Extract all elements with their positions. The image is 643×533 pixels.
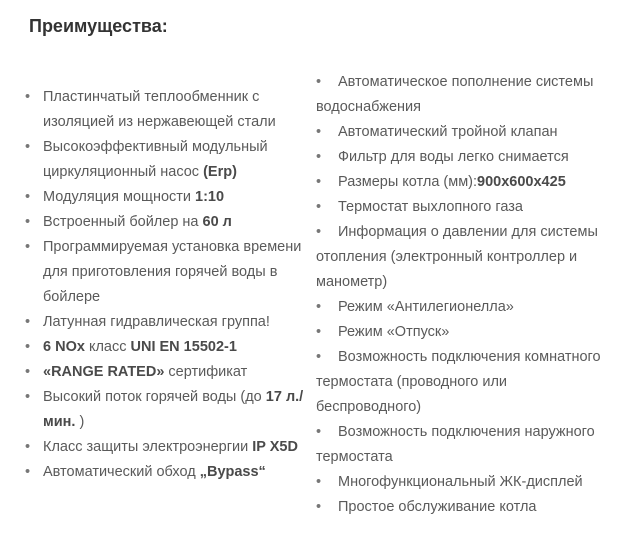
list-item: [25, 435, 310, 460]
item-bold-text: 6 NOx: [43, 339, 85, 355]
item-text: ): [75, 414, 85, 430]
list-item: [316, 420, 616, 470]
list-item: [316, 195, 616, 220]
list-item: [25, 135, 310, 185]
list-item: [316, 345, 616, 420]
list-item: [316, 120, 616, 145]
list-item: [25, 385, 310, 435]
item-bold-text: „Bypass“: [199, 464, 266, 480]
list-item: [316, 70, 616, 120]
item-text: Многофункциональный ЖК-дисплей: [338, 474, 583, 490]
list-item: [316, 320, 616, 345]
item-text: Автоматический обход: [43, 464, 200, 480]
item-text: Возможность подключения комнатного термостата (проводного или беспроводного): [316, 349, 601, 415]
list-item: [316, 470, 616, 495]
list-item: [25, 210, 310, 235]
advantages-list-right: [316, 70, 616, 520]
list-item: [316, 145, 616, 170]
list-item: [25, 85, 310, 135]
section-title: Преимущества:: [29, 16, 168, 36]
item-text: Латунная гидравлическая группа!: [43, 314, 270, 330]
item-text: Программируемая установка времени для приготовления горячей воды в бойлере: [43, 239, 302, 305]
item-text: Класс защиты электроэнергии: [43, 439, 253, 455]
item-text: сертификат: [164, 364, 248, 380]
list-item: [316, 295, 616, 320]
list-item: [316, 220, 616, 295]
item-bold-text: 1:10: [195, 189, 225, 205]
list-item: [316, 170, 616, 195]
item-bold-text: 900x600x425: [477, 174, 566, 190]
item-text: Автоматический тройной клапан: [338, 124, 558, 140]
item-bold-text: 17 л./мин.: [43, 389, 304, 430]
item-text: Размеры котла (мм):: [338, 174, 478, 190]
item-text: Встроенный бойлер на: [43, 214, 203, 230]
item-text: Информация о давлении для системы отопления (электронный контроллер и манометр): [316, 224, 598, 290]
item-text: Пластинчатый теплообменник с изоляцией из нержавеющей стали: [43, 89, 276, 130]
item-bold-text: 60 л: [202, 214, 232, 230]
list-item: [25, 235, 310, 310]
list-item: [25, 460, 310, 485]
list-item: [316, 495, 616, 520]
list-item: [25, 360, 310, 385]
item-text: Возможность подключения наружного термостата: [316, 424, 595, 465]
list-item: [25, 185, 310, 210]
advantages-list-left: [25, 85, 310, 485]
item-bold-text: «RANGE RATED»: [43, 364, 165, 380]
list-item: [25, 335, 310, 360]
item-bold-text: UNI EN 15502-1: [130, 339, 237, 355]
list-item: [25, 310, 310, 335]
item-text: Термостат выхлопного газа: [338, 199, 523, 215]
item-text: Автоматическое пополнение системы водоснабжения: [316, 74, 594, 115]
item-text: Режим «Антилегионелла»: [338, 299, 514, 315]
item-text: Высокий поток горячей воды (до: [43, 389, 266, 405]
item-text: Простое обслуживание котла: [338, 499, 537, 515]
item-bold-text: IP X5D: [252, 439, 298, 455]
item-bold-text: (Erp): [203, 164, 237, 180]
item-text: Модуляция мощности: [43, 189, 196, 205]
item-text: Фильтр для воды легко снимается: [338, 149, 569, 165]
item-text: класс: [84, 339, 131, 355]
item-text: Режим «Отпуск»: [338, 324, 450, 340]
item-text: Высокоэффективный модульный циркуляционный насос: [43, 139, 268, 180]
